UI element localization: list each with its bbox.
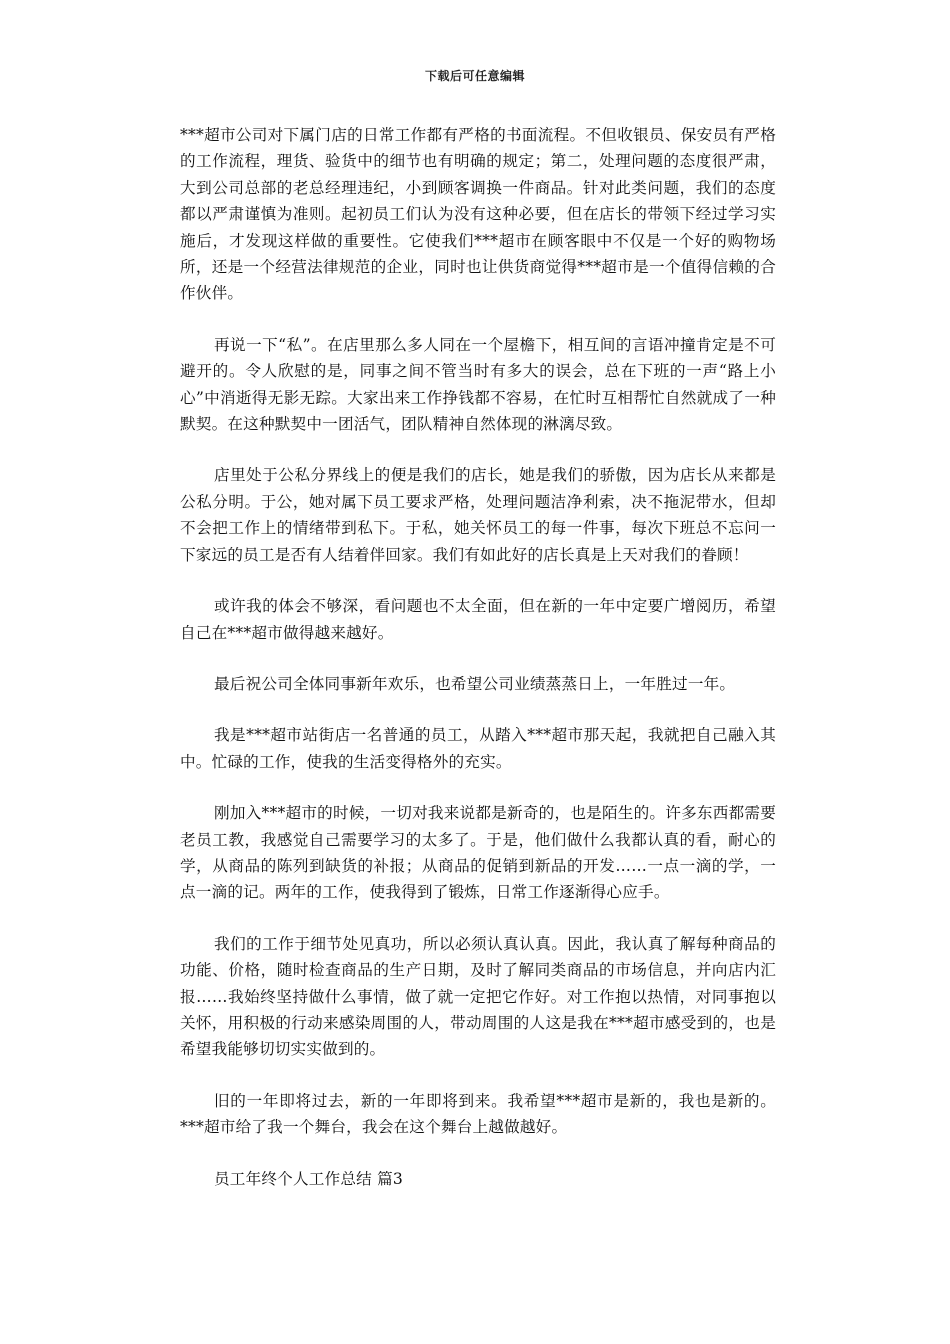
paragraph-4: 或许我的体会不够深，看问题也不太全面，但在新的一年中定要广增阅历，希望自己在***超市做得越来越好。 (180, 597, 776, 642)
document-body (180, 122, 776, 1192)
paragraph-2: 再说一下“私”。在店里那么多人同在一个屋檐下，相互间的言语冲撞肯定是不可避开的。令人欣慰的是，同事之间不管当时有多大的误会，总在下班的一声“路上小心”中消逝得无影无踪。大家出来工作挣钱都不容易，在忙时互相帮忙自然就成了一种默契。在这种默契中一团活气，团队精神自然体现的淋漓尽致。 (180, 335, 776, 434)
paragraph-8: 我们的工作于细节处见真功，所以必须认真认真。因此，我认真了解每种商品的功能、价格，随时检查商品的生产日期，及时了解同类商品的市场信息，并向店内汇报……我始终坚持做什么事情，做了就一定把它作好。对工作抱以热情，对同事抱以关怀，用积极的行动来感染周围的人，带动周围的人这是我在***超市感受到的，也是希望我能够切切实实做到的。 (180, 934, 776, 1059)
paragraph-3: 店里处于公私分界线上的便是我们的店长，她是我们的骄傲，因为店长从来都是公私分明。于公，她对属下员工要求严格，处理问题洁净利索，决不拖泥带水，但却不会把工作上的情绪带到私下。于私，她关怀员工的每一件事，每次下班总不忘问一下家远的员工是否有人结着伴回家。我们有如此好的店长真是上天对我们的眷顾！ (180, 466, 776, 564)
page-header-note: 下载后可任意编辑 (424, 69, 525, 83)
paragraph-9: 旧的一年即将过去，新的一年即将到来。我希望***超市是新的，我也是新的。***超市给了我一个舞台，我会在这个舞台上越做越好。 (180, 1091, 776, 1137)
paragraph-5: 最后祝公司全体同事新年欢乐，也希望公司业绩蒸蒸日上，一年胜过一年。 (214, 674, 736, 693)
paragraph-6: 我是***超市站街店一名普通的员工，从踏入***超市那天起，我就把自己融入其中。忙碌的工作，使我的生活变得格外的充实。 (180, 726, 776, 771)
paragraph-7: 刚加入***超市的时候，一切对我来说都是新奇的，也是陌生的。许多东西都需要老员工教，我感觉自己需要学习的太多了。于是，他们做什么我都认真的看，耐心的学，从商品的陈列到缺货的补报；从商品的促销到新品的开发……一点一滴的学，一点一滴的记。两年的工作，使我得到了锻炼，日常工作逐渐得心应手。 (180, 804, 776, 902)
paragraph-1: ***超市公司对下属门店的日常工作都有严格的书面流程。不但收银员、保安员有严格的工作流程，理货、验货中的细节也有明确的规定；第二，处理问题的态度很严肃，大到公司总部的老总经理违纪，小到顾客调换一件商品。针对此类问题，我们的态度都以严肃谨慎为准则。起初员工们认为没有这种必要，但在店长的带领下经过学习实施后，才发现这样做的重要性。它使我们***超市在顾客眼中不仅是一个好的购物场所，还是一个经营法律规范的企业，同时也让供货商觉得***超市是一个值得信赖的合作伙伴。 (180, 126, 776, 303)
section-heading: 员工年终个人工作总结 篇3 (214, 1169, 404, 1188)
